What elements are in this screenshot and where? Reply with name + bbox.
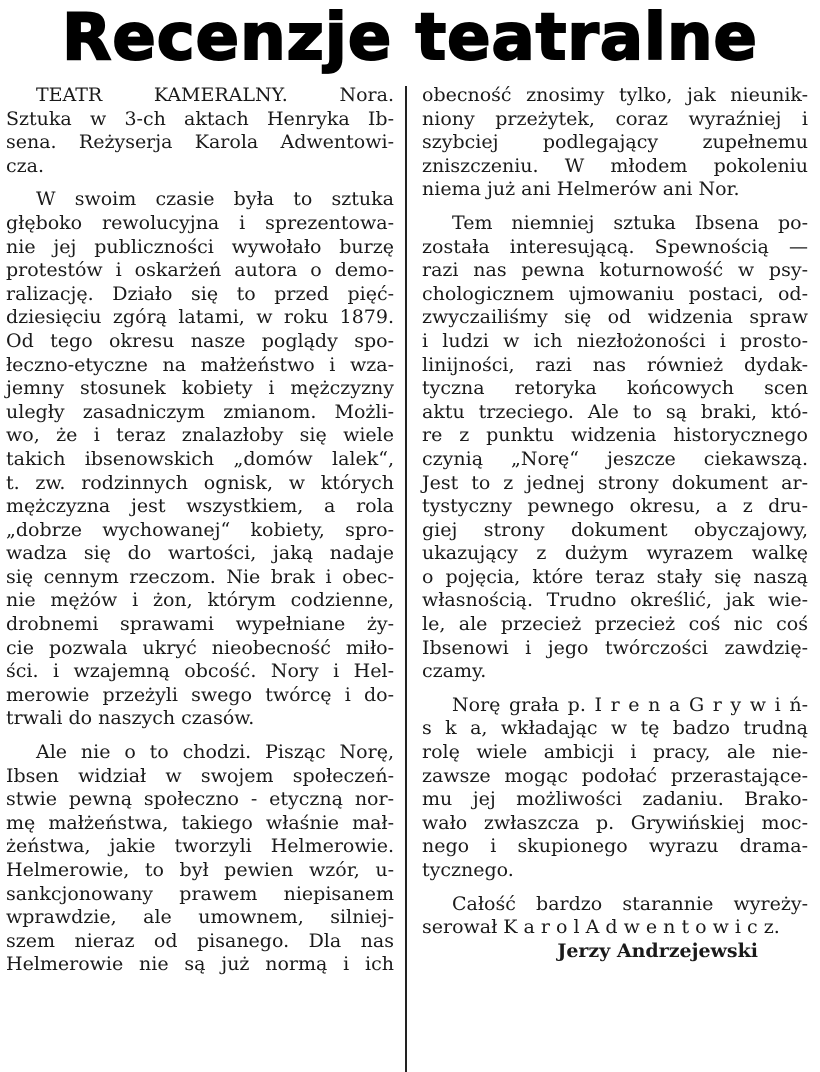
text-line: „dobrze wychowanej“ kobiety, spro- (6, 518, 394, 541)
text-line: chologicznem ujmowaniu postaci, od- (422, 282, 808, 305)
paragraph-gap (422, 883, 808, 893)
paragraph (6, 84, 394, 178)
text-line: giej strony dokument obyczajowy, (422, 518, 808, 541)
paragraph-gap (422, 684, 808, 694)
text-line: aktu trzeciego. Ale to są braki, któ- (422, 400, 808, 423)
text-line: została interesującą. Spewnością — (422, 235, 808, 258)
text-line: mę małżeństwa, takiego właśnie mał- (6, 811, 394, 834)
paragraph (6, 741, 394, 977)
text-line: tyczna retoryka końcowych scen (422, 377, 808, 400)
text-line: Całość bardzo starannie wyreży- (452, 892, 808, 915)
text-line: jemny stosunek kobiety i mężczyzny (6, 377, 394, 400)
text-line: cie pozwala ukryć nieobecność miło- (6, 636, 394, 659)
text-line: czamy. (422, 660, 487, 683)
text-line: Norę grała p. I r e n a G r y w i ń- (452, 693, 808, 716)
text-line: rolę wiele ambicji i pracy, ale nie- (422, 741, 808, 764)
text-line: nego i skupionego wyrazu drama- (422, 835, 808, 858)
paragraph (422, 893, 808, 940)
text-line: dziesięciu zgórą latami, w roku 1879. (6, 306, 394, 329)
paragraph-gap (6, 178, 394, 188)
text-line: takich ibsenowskich „domów lalek“, (6, 447, 394, 470)
text-line: uległy zasadniczym zmianom. Możli- (6, 400, 394, 423)
text-line: serował K a r o l A d w e n t o w i c z. (422, 916, 780, 939)
text-line: nie jej publiczności wywołało burzę (6, 235, 394, 258)
text-line: trwali do naszych czasów. (6, 707, 255, 730)
text-line: sankcjonowany prawem niepisanem (6, 882, 394, 905)
text-line: wo, że i teraz znalazłoby się wiele (6, 424, 394, 447)
paragraph-gap (6, 731, 394, 741)
text-line: re z punktu widzenia historycznego (422, 424, 808, 447)
text-line: obecność znosimy tylko, jak nieunik- (422, 84, 808, 106)
text-line: wało zwłaszcza p. Grywińskiej moc- (422, 811, 808, 834)
text-line: mu jej możliwości zadaniu. Brako- (422, 788, 808, 811)
text-line: linijności, razi nas również dydak- (422, 353, 808, 376)
text-line: ukazujący z dużym wyrazem walkę (422, 542, 808, 565)
text-line: nie mężów i żon, którym codzienne, (6, 589, 394, 612)
text-line: tycznego. (422, 859, 514, 881)
text-line: szem nieraz od pisanego. Dla nas (6, 929, 394, 952)
text-line: stwie pewną społeczno - etyczną nor- (6, 788, 394, 811)
text-line: razi nas pewna koturnowość w psy- (422, 259, 808, 282)
author-signature: Jerzy Andrzejewski (557, 939, 758, 962)
text-line: żeństwa, jakie tworzyli Helmerowie. (6, 835, 394, 858)
text-line: Helmerowie nie są już normą i ich (6, 953, 394, 976)
text-line: s k a, wkładając w tę badzo trudną (422, 717, 808, 740)
text-line: własnością. Trudno określić, jak wie- (422, 589, 808, 612)
text-line: W swoim czasie była to sztuka (36, 188, 394, 211)
text-line: tystyczny pewnego okresu, a z dru- (422, 495, 808, 518)
text-line: wprawdzie, ale umownem, silniej- (6, 906, 394, 929)
text-line: niony przeżytek, coraz wyraźniej i (422, 107, 808, 130)
text-line: się cennym rzeczom. Nie brak i obec- (6, 565, 394, 588)
text-line: protestów i oskarżeń autora o demo- (6, 259, 394, 282)
column-divider (405, 86, 407, 1072)
text-line: sena. Reżyserja Karola Adwentowi- (6, 131, 394, 154)
text-line: Ibsen widział w swojem społeczeń- (6, 764, 394, 787)
text-line: merowie przeżyli swego twórcę i do- (6, 683, 394, 706)
text-line: le, ale przecież przecież coś nic coś (422, 613, 808, 636)
text-line: Helmerowie, to był pewien wzór, u- (6, 859, 394, 881)
text-line: Od tego okresu nasze poglądy spo- (6, 329, 394, 352)
right-column (422, 84, 808, 963)
text-line: głęboko rewolucyjna i sprezentowa- (6, 211, 394, 234)
text-line: zwyczailiśmy się od widzenia spraw (422, 306, 808, 329)
paragraph-gap (422, 202, 808, 212)
text-line: łeczno-etyczne na małżeństwo i wza- (6, 353, 394, 376)
text-line: szybciej podlegający zupełnemu (422, 131, 808, 154)
text-line: niema już ani Helmerów ani Nor. (422, 178, 740, 201)
text-line: wadza się do wartości, jaką nadaje (6, 542, 394, 565)
text-line: ści. i wzajemną obcość. Nory i Hel- (6, 660, 394, 683)
paragraph (422, 84, 808, 202)
text-line: t. zw. rodzinnych ognisk, w których (6, 471, 394, 494)
text-line: Ibsenowi i jego twórczości zawdzię- (422, 636, 808, 659)
text-line: mężczyzna jest wszystkiem, a rola (6, 495, 394, 518)
headline: Recenzje teatralne (62, 1, 758, 75)
text-line: czynią „Norę“ jeszcze ciekawszą. (422, 447, 808, 470)
paragraph (422, 212, 808, 684)
text-line: TEATR KAMERALNY. Nora. (36, 84, 394, 106)
text-line: drobnemi sprawami wypełniane ży- (6, 613, 394, 636)
text-line: ralizację. Działo się to przed pięć- (6, 282, 394, 305)
text-line: cza. (6, 154, 45, 177)
text-line: Sztuka w 3-ch aktach Henryka Ib- (6, 107, 394, 130)
paragraph (6, 188, 394, 731)
paragraph (422, 694, 808, 883)
text-line: Tem niemniej sztuka Ibsena po- (452, 211, 808, 234)
text-line: zawsze mogąc podołać przerastające- (422, 764, 808, 787)
text-line: o pojęcia, które teraz stały się naszą (422, 565, 808, 588)
left-column (6, 84, 394, 977)
text-line: zniszczeniu. W młodem pokoleniu (422, 154, 808, 177)
text-line: i ludzi w ich niezłożoności i prosto- (422, 329, 808, 352)
text-line: Jest to z jednej strony dokument ar- (422, 471, 808, 494)
text-line: Ale nie o to chodzi. Pisząc Norę, (36, 741, 394, 764)
